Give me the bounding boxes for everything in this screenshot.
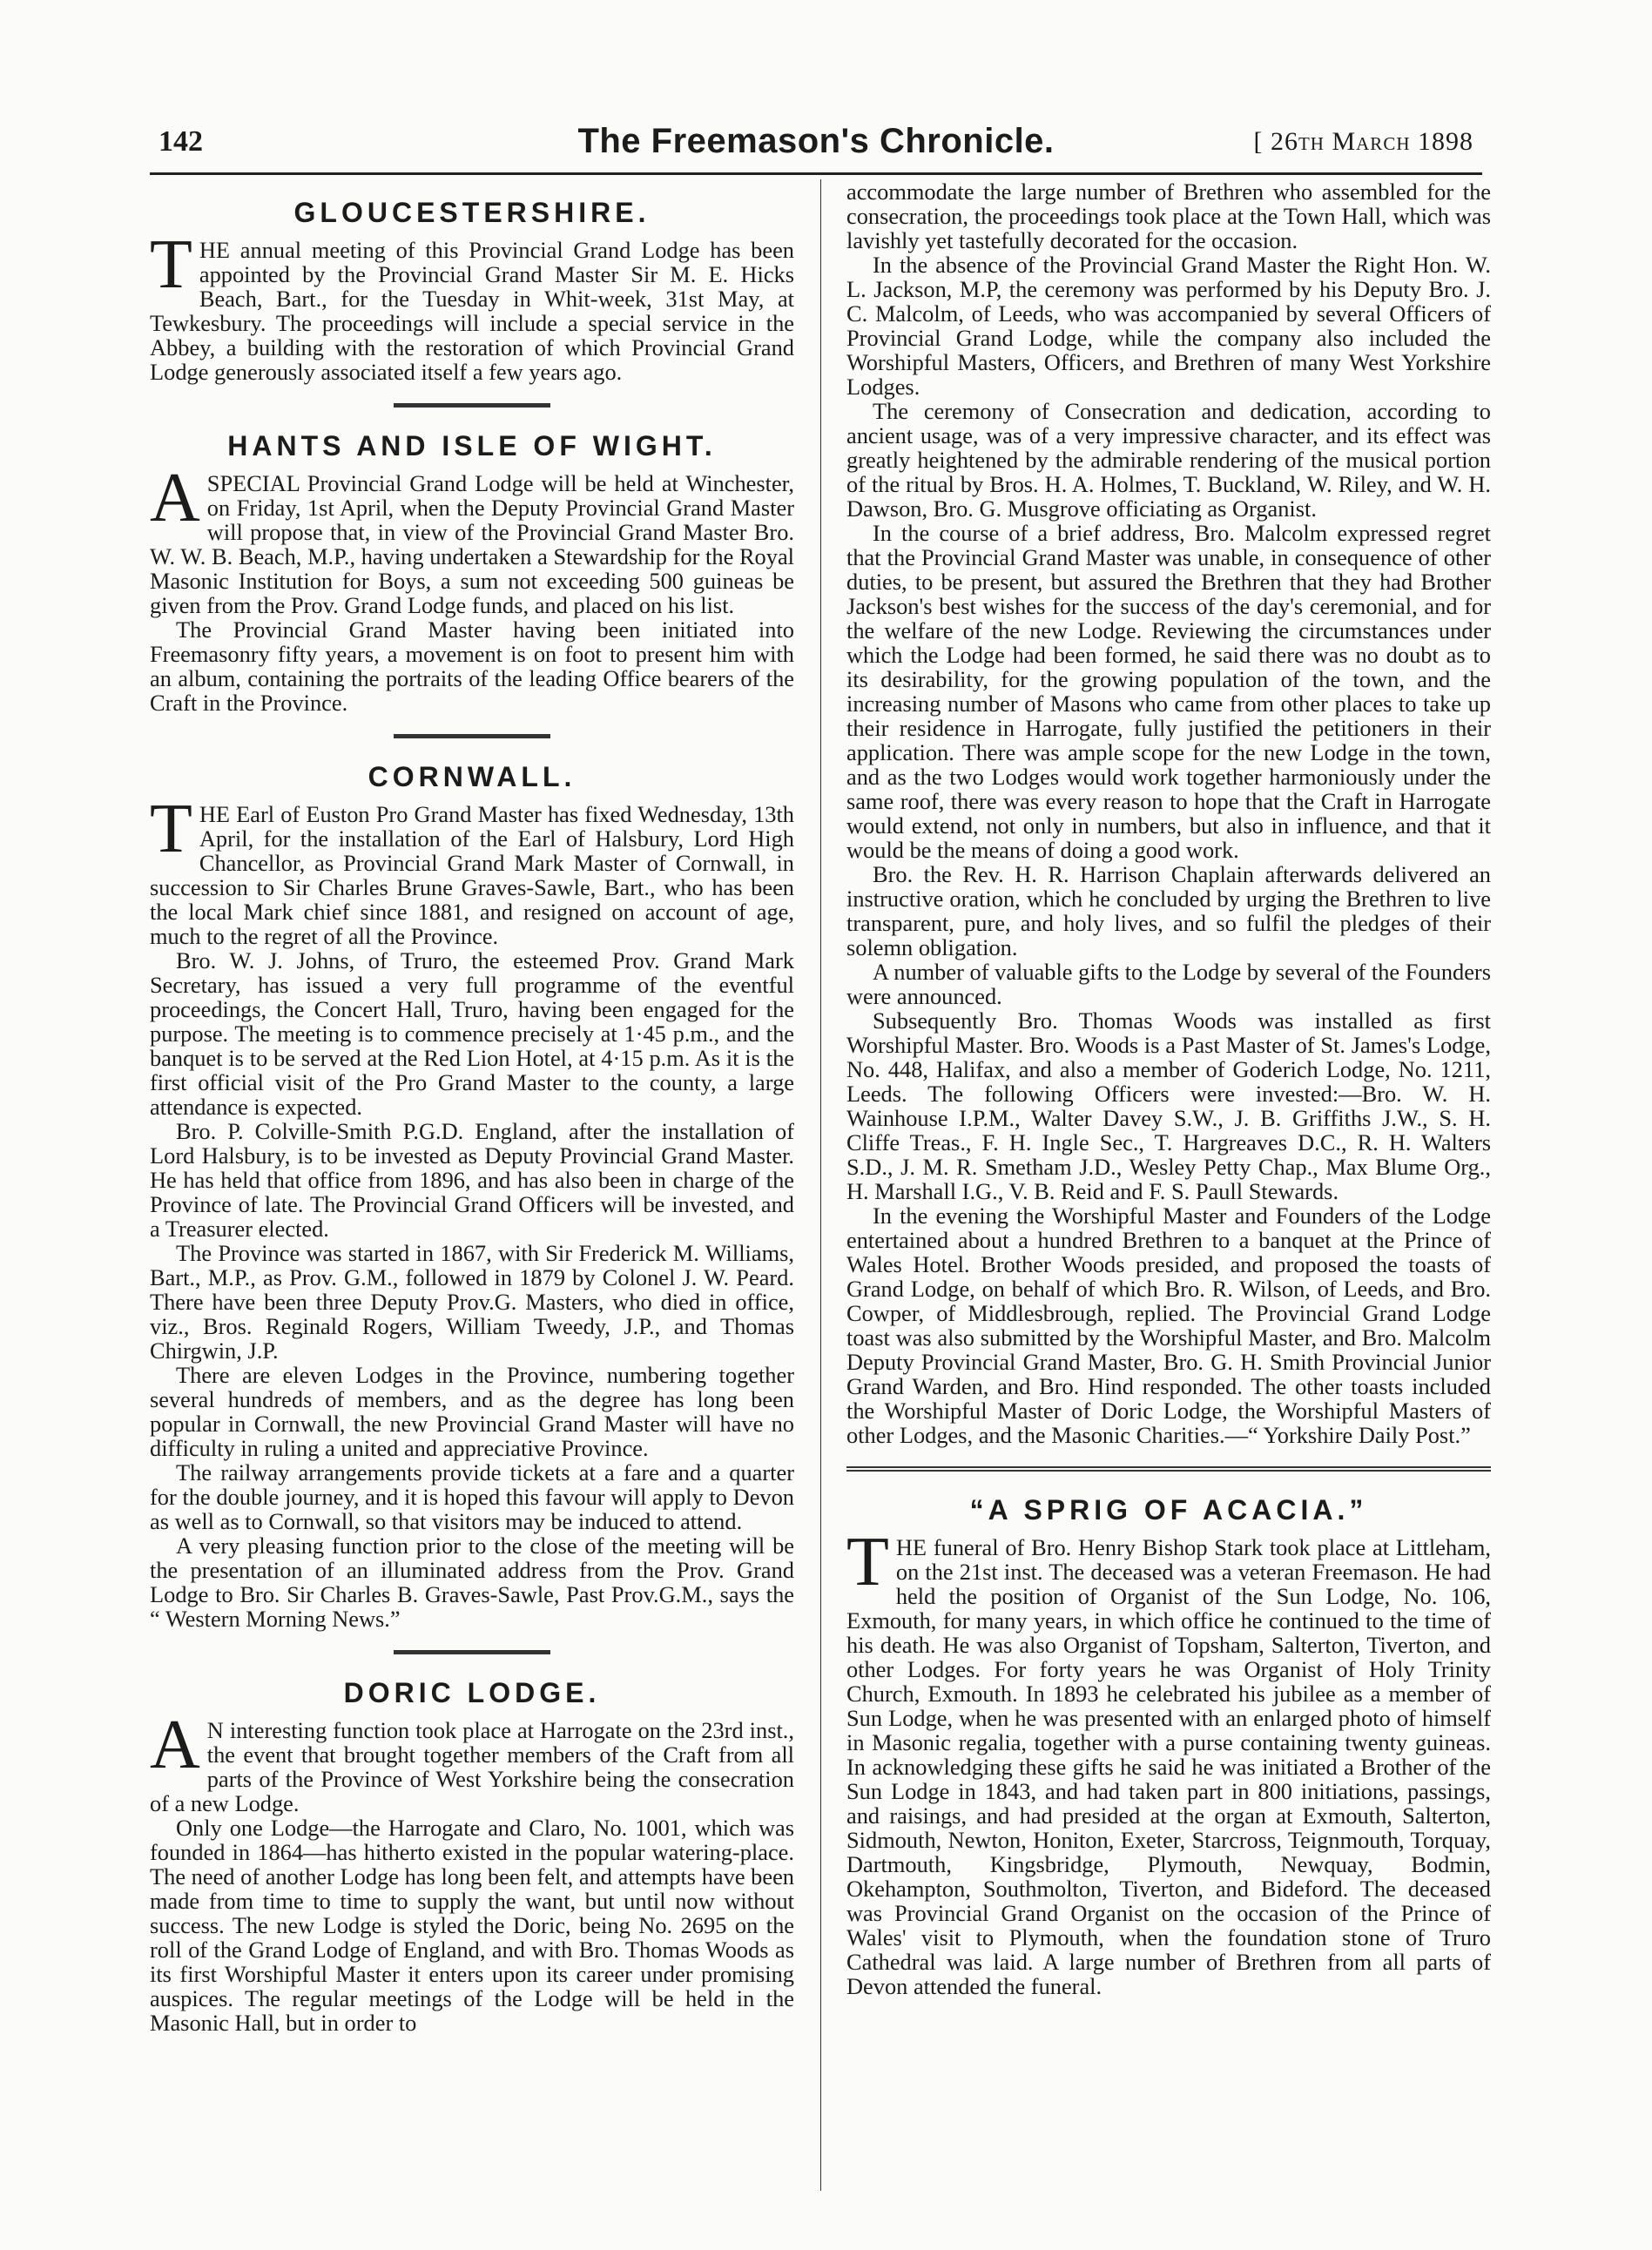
paragraph-text: SPECIAL Provincial Grand Lodge will be held at Winchester, on Friday, 1st April, when the Deputy Provincial Grand Master will propose that, in view of the Provincial Grand Master Bro. W. W. B. Beach, M.P., having undertaken a Stewardship for the Royal Masonic Institution for Boys, a sum not exceeding 500 guineas be given from the Prov. Grand Lodge funds, and placed on his list. [150, 470, 794, 618]
article-paragraph: In the evening the Worshipful Master and Founders of the Lodge entertained about a hundred Brethren to a banquet at the Prince of Wales Hotel. Brother Woods presided, and proposed the toasts of Grand Lodge, on behalf of which Bro. R. Wilson, of Leeds, and Bro. Cowper, of Middlesbrough, replied. The Provincial Grand Lodge toast was also submitted by the Worshipful Master, and Bro. Malcolm Deputy Provincial Grand Master, Bro. G. H. Smith Provincial Junior Grand Warden, and Bro. Hind responded. The other toasts included the Worshipful Master of Doric Lodge, the Worshipful Masters of other Lodges, and the Masonic Charities.—“ Yorkshire Daily Post.” [846, 1202, 1491, 1448]
article-paragraph: A number of valuable gifts to the Lodge by several of the Founders were announced. [846, 959, 1491, 1009]
article-heading-hants: HANTS AND ISLE OF WIGHT. [227, 430, 717, 461]
article-paragraph [150, 791, 794, 949]
article-paragraph [150, 1707, 794, 1816]
paragraph-text: HE funeral of Bro. Henry Bishop Stark took place at Littleham, on the 21st inst. The deceased was a veteran Freemason. He had held the position of Organist of the Sun Lodge, No. 106, Exmouth, for many years, in which office he continued to the time of his death. He was also Organist of Topsham, Salterton, Tiverton, and other Lodges. For forty years he was Organist of Holy Trinity Church, Exmouth. In 1893 he celebrated his jubilee as a member of Sun Lodge, when he was presented with an enlarged photo of himself in Masonic regalia, together with a purse containing twenty guineas. In acknowledging these gifts he said he was initiated a Brother of the Sun Lodge in 1843, and had taken part in 800 initiations, passings, and raisings, and had presided at the organ at Exmouth, Salterton, Sidmouth, Newton, Honiton, Exeter, Starcross, Teignmouth, Torquay, Dartmouth, Kingsbridge, Plymouth, Newquay, Bodmin, Okehampton, Southmolton, Tiverton, and Bideford. The deceased was Provincial Grand Organist on the occasion of the Prince of Wales' visit to Plymouth, when the foundation stone of Truro Cathedral was laid. A large number of Brethren from all parts of Devon attended the funeral. [846, 1534, 1491, 1999]
article-heading-cornwall: CORNWALL. [367, 761, 577, 792]
article-paragraph: Only one Lodge—the Harrogate and Claro, No. 1001, which was founded in 1864—has hitherto existed in the popular watering-place. The need of another Lodge has long been felt, and attempts have been made from time to time to supply the want, but until now without success. The new Lodge is styled the Doric, being No. 2695 on the roll of the Grand Lodge of England, and with Bro. Thomas Woods as its first Worshipful Master it enters upon its career under promising auspices. The regular meetings of the Lodge will be held in the Masonic Hall, but in order to [150, 1815, 794, 2036]
paragraph-text: N interesting function took place at Harrogate on the 23rd inst., the event that brought together members of the Craft from all parts of the Province of West Yorkshire being the consecration of a new Lodge. [150, 1717, 794, 1816]
article-paragraph: In the course of a brief address, Bro. Malcolm expressed regret that the Provincial Grand Master was unable, in consequence of other duties, to be present, but assured the Brethren that they had Brother Jackson's best wishes for the success of the day's ceremonial, and for the welfare of the new Lodge. Reviewing the circumstances under which the Lodge had been formed, he said there was no doubt as to its desirability, for the growing population of the town, and the increasing number of Masons who came from other places to take up their residence in Harrogate, fully justified the petitioners in their application. There was ample scope for the new Lodge in the town, and as the two Lodges would work together harmoniously under the same roof, there was every reason to hope that the Craft in Harrogate would extend, not only in numbers, but also in influence, and that it would be the means of doing a good work. [846, 520, 1491, 863]
article-heading-acacia: “A SPRIG OF ACACIA.” [969, 1494, 1368, 1526]
issue-date: [ 26th March 1898 [1253, 127, 1473, 156]
article-paragraph: A very pleasing function prior to the close of the meeting will be the presentation of an illuminated address from the Prov. Grand Lodge to Bro. Sir Charles B. Graves-Sawle, Past Prov.G.M., says the “ Western Morning News.” [150, 1533, 794, 1632]
section-rule [846, 1466, 1491, 1472]
article-paragraph: Bro. the Rev. H. R. Harrison Chaplain afterwards delivered an instructive oration, which he concluded by urging the Brethren to live transparent, pure, and holy lives, and so fulfil the pledges of their solemn obligation. [846, 861, 1491, 960]
article-paragraph: Subsequently Bro. Thomas Woods was installed as first Worshipful Master. Bro. Woods is a Past Master of St. James's Lodge, No. 448, Halifax, and also a member of Goderich Lodge, No. 1211, Leeds. The following Officers were invested:—Bro. W. H. Wainhouse I.P.M., Walter Davey S.W., J. B. Griffiths J.W., S. H. Cliffe Treas., F. H. Ingle Sec., T. Hargreaves D.C., R. H. Walters S.D., J. M. R. Smetham J.D., Wesley Petty Chap., Max Blume Org., H. Marshall I.G., V. B. Reid and F. S. Paull Stewards. [846, 1007, 1491, 1204]
article-paragraph: Bro. P. Colville-Smith P.G.D. England, after the installation of Lord Halsbury, is to be invested as Deputy Provincial Grand Master. He has held that office from 1896, and has also been in charge of the Province of late. The Provincial Grand Officers will be invested, and a Treasurer elected. [150, 1118, 794, 1242]
journal-title: The Freemason's Chronicle. [577, 122, 1055, 160]
article-heading-doric: DORIC LODGE. [343, 1677, 601, 1708]
article-paragraph [150, 226, 794, 385]
article-paragraph: accommodate the large number of Brethren who assembled for the consecration, the proceedings took place at the Town Hall, which was lavishly yet tastefully decorated for the occasion. [846, 179, 1491, 253]
drop-cap: T [150, 226, 192, 303]
article-paragraph: In the absence of the Provincial Grand Master the Right Hon. W. L. Jackson, M.P, the ceremony was performed by his Deputy Bro. J. C. Malcolm, of Leeds, who was accompanied by several Officers of Provincial Grand Lodge, while the company also included the Worshipful Masters, Officers, and Brethren of many West Yorkshire Lodges. [846, 252, 1491, 400]
page-header [150, 122, 1482, 171]
section-rule [394, 1650, 550, 1654]
header-rule [150, 172, 1482, 175]
article-paragraph: Bro. W. J. Johns, of Truro, the esteemed Prov. Grand Mark Secretary, has issued a very full programme of the eventful proceedings, the Concert Hall, Truro, having been engaged for the purpose. The meeting is to commence precisely at 1·45 p.m., and the banquet is to be served at the Red Lion Hotel, at 4·15 p.m. As it is the first official visit of the Pro Grand Master to the county, a large attendance is expected. [150, 947, 794, 1120]
paragraph-text: HE annual meeting of this Provincial Grand Lodge has been appointed by the Provincial Grand Master Sir M. E. Hicks Beach, Bart., for the Tuesday in Whit-week, 31st May, at Tewkesbury. The proceedings will include a special service in the Abbey, a building with the restoration of which Provincial Grand Lodge generously associated itself a few years ago. [150, 237, 794, 385]
drop-cap: A [150, 1707, 200, 1783]
article-paragraph: The railway arrangements provide tickets at a fare and a quarter for the double journey, and it is hoped this favour will apply to Devon as well as to Cornwall, so that visitors may be induced to attend. [150, 1459, 794, 1534]
page-number: 142 [158, 125, 203, 158]
article-paragraph: The Provincial Grand Master having been initiated into Freemasonry fifty years, a movement is on foot to present him with an album, containing the portraits of the leading Office bearers of the Craft in the Province. [150, 616, 794, 716]
right-column [846, 179, 1491, 2199]
paragraph-text: HE Earl of Euston Pro Grand Master has fixed Wednesday, 13th April, for the installation of the Earl of Halsbury, Lord High Chancellor, as Provincial Grand Mark Master of Cornwall, in succession to Sir Charles Brune Graves-Sawle, Bart., who has been the local Mark chief since 1881, and resigned on account of age, much to the regret of all the Province. [150, 801, 794, 949]
drop-cap: T [846, 1524, 889, 1600]
article-paragraph: The ceremony of Consecration and dedication, according to ancient usage, was of a very impressive character, and its effect was greatly heightened by the admirable rendering of the musical portion of the ritual by Bros. H. A. Holmes, T. Buckland, W. Riley, and W. H. Dawson, Bro. G. Musgrove officiating as Organist. [846, 398, 1491, 522]
left-column [150, 179, 794, 2199]
drop-cap: A [150, 460, 200, 536]
article-paragraph: The Province was started in 1867, with Sir Frederick M. Williams, Bart., M.P., as Prov. G.M., followed in 1879 by Colonel J. W. Peard. There have been three Deputy Prov.G. Masters, who died in office, viz., Bros. Reginald Rogers, William Tweedy, J.P., and Thomas Chirgwin, J.P. [150, 1240, 794, 1364]
newspaper-page [150, 122, 1491, 2203]
column-divider [820, 179, 821, 2191]
article-paragraph [150, 460, 794, 618]
drop-cap: T [150, 791, 192, 867]
article-heading-gloucestershire: GLOUCESTERSHIRE. [293, 197, 651, 228]
section-rule [394, 734, 550, 738]
section-rule [394, 403, 550, 408]
article-paragraph: There are eleven Lodges in the Province, numbering together several hundreds of members, and as the degree has long been popular in Cornwall, the new Provincial Grand Master will have no difficulty in ruling a united and appreciative Province. [150, 1362, 794, 1461]
article-paragraph [846, 1524, 1491, 1999]
